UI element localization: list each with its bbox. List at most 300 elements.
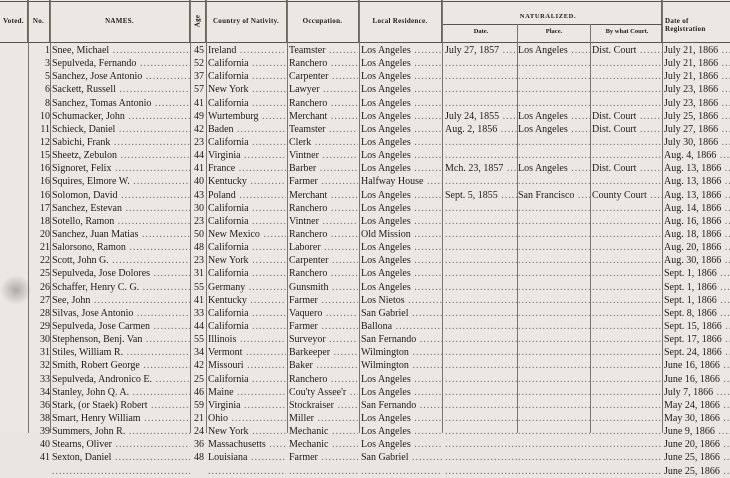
header-no [28, 0, 50, 42]
cell-residence: Los Angeles ..... [361, 149, 442, 162]
cell-name: Sotello, Ramon ..... [52, 215, 190, 228]
cell-name: Sackett, Russell ..... [52, 83, 190, 96]
table-row [0, 110, 730, 123]
cell-residence: Los Angeles ..... [361, 425, 442, 438]
cell-registered: July 23, 1866 ..... [664, 97, 730, 110]
cell-country: Kentucky ..... [208, 294, 286, 307]
cell-nat-date [445, 254, 517, 267]
cell-name: Sanchez, Tomas Antonio ..... [52, 97, 190, 110]
cell-nat-court [592, 70, 662, 83]
cell-nat-place [518, 70, 590, 83]
cell-age: 41 [194, 163, 204, 175]
cell-residence: Los Angeles ..... [361, 97, 442, 110]
cell-nat-place [518, 465, 590, 478]
cell-country: California ..... [208, 320, 286, 333]
cell-nat-court: Dist. Court ..... [592, 123, 662, 136]
table-row [0, 465, 730, 478]
cell-residence: Los Angeles ..... [361, 189, 442, 202]
cell-nat-date [445, 333, 517, 346]
cell-country: California ..... [208, 136, 286, 149]
cell-occupation: Stockraiser ..... [289, 399, 358, 412]
cell-residence: Los Angeles ..... [361, 44, 442, 57]
cell-country: Illinois ..... [208, 333, 286, 346]
cell-residence: Los Angeles ..... [361, 438, 442, 451]
cell-age: 48 [194, 452, 204, 464]
cell-occupation: Carpenter ..... [289, 70, 358, 83]
cell-country: Vermont ..... [208, 346, 286, 359]
cell-country: California ..... [208, 307, 286, 320]
cell-nat-date [445, 70, 517, 83]
cell-nat-date: July 27, 1857 ..... [445, 44, 517, 57]
cell-age: 24 [194, 426, 204, 438]
table-row [0, 451, 730, 464]
cell-residence: San Fernando ..... [361, 399, 442, 412]
table-row [0, 162, 730, 175]
cell-nat-court [592, 465, 662, 478]
cell-residence: Los Angeles ..... [361, 110, 442, 123]
cell-nat-court [592, 359, 662, 372]
cell-nat-place [518, 294, 590, 307]
cell-name: Sexton, Daniel ..... [52, 451, 190, 464]
cell-name: Sanchez, Jose Antonio ..... [52, 70, 190, 83]
header-country-label: Country of Nativity. [212, 17, 280, 25]
cell-nat-date: Sept. 5, 1855 ..... [445, 189, 517, 202]
cell-registered: July 27, 1866 ..... [664, 123, 730, 136]
cell-residence: Old Mission ..... [361, 228, 442, 241]
cell-nat-place [518, 399, 590, 412]
cell-occupation: Lawyer ..... [289, 83, 358, 96]
cell-country [208, 465, 286, 478]
cell-registered: July 25, 1866 ..... [664, 110, 730, 123]
cell-nat-place [518, 425, 590, 438]
cell-country: New Mexico ..... [208, 228, 286, 241]
cell-age: 23 [194, 136, 204, 148]
cell-no: 12 [40, 136, 50, 148]
cell-nat-place [518, 386, 590, 399]
cell-nat-place [518, 97, 590, 110]
cell-registered: Sept. 15, 1866 ..... [664, 320, 730, 333]
cell-age: 23 [194, 215, 204, 227]
cell-occupation: Vintner ..... [289, 149, 358, 162]
cell-age: 31 [194, 268, 204, 280]
cell-age: 41 [194, 97, 204, 109]
cell-registered: June 25, 1866 ..... [664, 465, 730, 478]
cell-no: 40 [40, 439, 50, 451]
cell-residence: Los Angeles ..... [361, 281, 442, 294]
table-row [0, 333, 730, 346]
cell-no: 15 [40, 150, 50, 162]
header-no-label: No. [32, 17, 45, 25]
cell-name [52, 465, 190, 478]
cell-no: 39 [40, 426, 50, 438]
cell-no: 6 [45, 84, 50, 96]
header-occupation [287, 0, 359, 42]
cell-nat-place: Los Angeles ..... [518, 44, 590, 57]
table-row [0, 438, 730, 451]
cell-nat-date [445, 294, 517, 307]
cell-occupation: Teamster ..... [289, 44, 358, 57]
cell-nat-date [445, 399, 517, 412]
cell-country: Poland ..... [208, 189, 286, 202]
cell-nat-place [518, 333, 590, 346]
cell-country: Germany ..... [208, 281, 286, 294]
table-row [0, 425, 730, 438]
cell-nat-date [445, 267, 517, 280]
cell-nat-court: Dist. Court ..... [592, 162, 662, 175]
cell-residence: San Fernando ..... [361, 333, 442, 346]
cell-occupation: Farmer ..... [289, 294, 358, 307]
cell-nat-place [518, 307, 590, 320]
cell-nat-court [592, 320, 662, 333]
table-row [0, 294, 730, 307]
cell-occupation: Farmer ..... [289, 451, 358, 464]
cell-nat-place [518, 215, 590, 228]
cell-name: Sanchez, Estevan ..... [52, 202, 190, 215]
table-row [0, 70, 730, 83]
cell-nat-date [445, 228, 517, 241]
cell-country: Massachusetts ..... [208, 438, 286, 451]
table-row [0, 189, 730, 202]
cell-name: Stiles, William R. ..... [52, 346, 190, 359]
cell-country: California ..... [208, 97, 286, 110]
cell-registered: Sept. 17, 1866 ..... [664, 333, 730, 346]
table-row [0, 175, 730, 188]
cell-registered: June 16, 1866 ..... [664, 373, 730, 386]
cell-no: 33 [40, 373, 50, 385]
table-row [0, 83, 730, 96]
table-row [0, 44, 730, 57]
cell-nat-place [518, 57, 590, 70]
header-registration [662, 0, 730, 42]
cell-country: California ..... [208, 215, 286, 228]
cell-nat-date [445, 386, 517, 399]
cell-age: 21 [194, 412, 204, 424]
cell-registered: June 25, 1866 ..... [664, 451, 730, 464]
cell-registered: July 23, 1866 ..... [664, 83, 730, 96]
cell-nat-court [592, 267, 662, 280]
cell-occupation: Ranchero ..... [289, 202, 358, 215]
cell-nat-court [592, 386, 662, 399]
cell-registered: July 21, 1866 ..... [664, 70, 730, 83]
cell-registered: Aug. 18, 1866 ..... [664, 228, 730, 241]
table-row [0, 320, 730, 333]
cell-no: 28 [40, 307, 50, 319]
cell-residence: Los Angeles ..... [361, 386, 442, 399]
cell-age: 44 [194, 320, 204, 332]
cell-occupation: Farmer ..... [289, 320, 358, 333]
cell-occupation: Farmer ..... [289, 175, 358, 188]
cell-nat-court [592, 228, 662, 241]
cell-nat-place [518, 254, 590, 267]
cell-nat-date [445, 57, 517, 70]
cell-registered: June 9, 1866 ..... [664, 425, 730, 438]
cell-registered: Aug. 14, 1866 ..... [664, 202, 730, 215]
cell-name: Squires, Elmore W. ..... [52, 175, 190, 188]
cell-no: 29 [40, 320, 50, 332]
cell-country: California ..... [208, 267, 286, 280]
cell-age: 45 [194, 45, 204, 56]
cell-country: New York ..... [208, 254, 286, 267]
cell-nat-place [518, 267, 590, 280]
cell-registered: Sept. 1, 1866 ..... [664, 294, 730, 307]
cell-occupation: Barber ..... [289, 162, 358, 175]
cell-registered: July 7, 1866 ..... [664, 386, 730, 399]
cell-nat-place [518, 175, 590, 188]
cell-residence: San Gabriel ..... [361, 451, 442, 464]
cell-residence: Wilmington ..... [361, 346, 442, 359]
cell-residence: Halfway House ..... [361, 175, 442, 188]
cell-occupation: Ranchero ..... [289, 267, 358, 280]
cell-name: Sheetz, Zebulon ..... [52, 149, 190, 162]
cell-name: Sepulveda, Andronico E. ..... [52, 373, 190, 386]
cell-residence: Los Angeles ..... [361, 254, 442, 267]
cell-name: Silvas, Jose Antonio ..... [52, 307, 190, 320]
cell-name: See, John ..... [52, 294, 190, 307]
cell-country: Baden ..... [208, 123, 286, 136]
cell-country: Ohio ..... [208, 412, 286, 425]
cell-age: 55 [194, 334, 204, 346]
cell-occupation: Baker ..... [289, 359, 358, 372]
cell-registered: Aug. 20, 1866 ..... [664, 241, 730, 254]
cell-name: Sepulveda, Jose Carmen ..... [52, 320, 190, 333]
register-rows [0, 44, 730, 478]
cell-no: 26 [40, 281, 50, 293]
cell-age: 42 [194, 360, 204, 372]
cell-name: Scott, John G. ..... [52, 254, 190, 267]
header-country [206, 0, 287, 42]
cell-occupation: Merchant ..... [289, 189, 358, 202]
cell-nat-place [518, 228, 590, 241]
cell-residence: Los Angeles ..... [361, 123, 442, 136]
cell-name: Sanchez, Juan Matias ..... [52, 228, 190, 241]
cell-age: 30 [194, 202, 204, 214]
cell-country: Ireland ..... [208, 44, 286, 57]
cell-registered: Sept. 8, 1866 ..... [664, 307, 730, 320]
cell-nat-date [445, 346, 517, 359]
cell-nat-date [445, 373, 517, 386]
cell-nat-place [518, 320, 590, 333]
cell-residence: Los Angeles ..... [361, 241, 442, 254]
cell-nat-place [518, 346, 590, 359]
cell-nat-date [445, 320, 517, 333]
cell-nat-court [592, 281, 662, 294]
cell-age: 55 [194, 281, 204, 293]
header-naturalized-title: NATURALIZED. [519, 13, 577, 20]
cell-nat-court [592, 346, 662, 359]
cell-nat-place: Los Angeles ..... [518, 162, 590, 175]
cell-nat-place [518, 359, 590, 372]
cell-residence: Los Angeles ..... [361, 215, 442, 228]
header-registration-label: Date of Registration [665, 17, 706, 33]
cell-nat-court: County Court ..... [592, 189, 662, 202]
cell-no: 8 [45, 97, 50, 109]
cell-no: 21 [40, 242, 50, 254]
cell-no: 18 [40, 215, 50, 227]
table-row [0, 412, 730, 425]
cell-nat-date: Aug. 2, 1856 ..... [445, 123, 517, 136]
cell-nat-court [592, 307, 662, 320]
cell-nat-date [445, 215, 517, 228]
cell-registered: July 21, 1866 ..... [664, 57, 730, 70]
cell-nat-place [518, 149, 590, 162]
cell-name: Schumacker, John ..... [52, 110, 190, 123]
cell-name: Sepulveda, Fernando ..... [52, 57, 190, 70]
header-names [50, 0, 190, 42]
table-row [0, 57, 730, 70]
cell-country: Maine ..... [208, 386, 286, 399]
cell-no: 31 [40, 347, 50, 359]
cell-no: 30 [40, 334, 50, 346]
cell-registered: Sept. 1, 1866 ..... [664, 281, 730, 294]
cell-residence: Los Angeles ..... [361, 373, 442, 386]
cell-nat-date [445, 175, 517, 188]
cell-age: 40 [194, 176, 204, 188]
cell-nat-court [592, 399, 662, 412]
cell-age: 37 [194, 71, 204, 83]
cell-occupation: Barkeeper ..... [289, 346, 358, 359]
cell-no: 17 [40, 202, 50, 214]
cell-nat-date: Mch. 23, 1857 ..... [445, 162, 517, 175]
cell-nat-place [518, 83, 590, 96]
cell-name: Smith, Robert George ..... [52, 359, 190, 372]
header-naturalized [442, 0, 662, 42]
cell-country: Virginia ..... [208, 149, 286, 162]
header-names-label: NAMES. [105, 17, 134, 25]
naturalized-subrule [442, 24, 662, 25]
cell-occupation: Cou'ty Assee'r ..... [289, 386, 358, 399]
cell-occupation: Vintner ..... [289, 215, 358, 228]
cell-no: 32 [40, 360, 50, 372]
cell-residence: San Gabriel ..... [361, 307, 442, 320]
cell-age: 42 [194, 123, 204, 135]
cell-country: Kentucky ..... [208, 175, 286, 188]
cell-registered: Aug. 13, 1866 ..... [664, 162, 730, 175]
cell-nat-court [592, 215, 662, 228]
cell-registered: Aug. 4, 1866 ..... [664, 149, 730, 162]
cell-residence: Los Angeles ..... [361, 70, 442, 83]
header-age-label: Age [193, 14, 202, 28]
cell-nat-court: Dist. Court ..... [592, 110, 662, 123]
cell-registered: Aug. 16, 1866 ..... [664, 215, 730, 228]
table-row [0, 267, 730, 280]
cell-nat-court [592, 83, 662, 96]
cell-no: 10 [40, 110, 50, 122]
cell-occupation: Mechanic ..... [289, 425, 358, 438]
cell-country: Louisiana ..... [208, 451, 286, 464]
cell-age: 50 [194, 228, 204, 240]
table-row [0, 254, 730, 267]
cell-nat-court [592, 333, 662, 346]
cell-nat-place [518, 412, 590, 425]
cell-registered: May 24, 1866 ..... [664, 399, 730, 412]
cell-occupation: Carpenter ..... [289, 254, 358, 267]
cell-nat-place [518, 451, 590, 464]
cell-age: 57 [194, 84, 204, 96]
cell-occupation: Teamster ..... [289, 123, 358, 136]
cell-occupation: Ranchero ..... [289, 97, 358, 110]
cell-no: 22 [40, 255, 50, 267]
cell-nat-court [592, 294, 662, 307]
cell-no: 5 [45, 71, 50, 83]
cell-registered: Sept. 1, 1866 ..... [664, 267, 730, 280]
cell-nat-place [518, 281, 590, 294]
cell-residence: Los Angeles ..... [361, 162, 442, 175]
cell-name: Stephenson, Benj. Van ..... [52, 333, 190, 346]
cell-registered: Aug. 13, 1866 ..... [664, 189, 730, 202]
cell-residence: Los Angeles ..... [361, 136, 442, 149]
cell-nat-date [445, 412, 517, 425]
cell-registered: June 16, 1866 ..... [664, 359, 730, 372]
cell-age: 43 [194, 189, 204, 201]
cell-name: Snee, Michael ..... [52, 44, 190, 57]
cell-nat-court [592, 175, 662, 188]
cell-no: 25 [40, 268, 50, 280]
header-occupation-label: Occupation. [302, 17, 343, 25]
cell-registered: Aug. 30, 1866 ..... [664, 254, 730, 267]
cell-name: Schaffer, Henry C. G. ..... [52, 281, 190, 294]
cell-no: 11 [40, 123, 50, 135]
cell-no: 16 [40, 163, 50, 175]
cell-age: 25 [194, 373, 204, 385]
cell-no: 3 [45, 58, 50, 70]
cell-nat-place: Los Angeles ..... [518, 123, 590, 136]
cell-registered: July 21, 1866 ..... [664, 44, 730, 57]
cell-residence [361, 465, 442, 478]
cell-name: Stanley, John Q. A. ..... [52, 386, 190, 399]
cell-nat-court [592, 97, 662, 110]
table-row [0, 359, 730, 372]
cell-nat-court [592, 149, 662, 162]
header-nat-place: Place. [545, 28, 563, 35]
cell-residence: Los Angeles ..... [361, 412, 442, 425]
cell-no: 20 [40, 228, 50, 240]
cell-occupation: Surveyor ..... [289, 333, 358, 346]
cell-nat-court [592, 241, 662, 254]
cell-nat-date [445, 425, 517, 438]
header-rule [0, 42, 730, 43]
table-row [0, 346, 730, 359]
cell-nat-place [518, 202, 590, 215]
cell-country: California ..... [208, 70, 286, 83]
cell-no: 16 [40, 176, 50, 188]
cell-nat-court [592, 254, 662, 267]
table-row [0, 307, 730, 320]
cell-age: 41 [194, 294, 204, 306]
cell-occupation: Ranchero ..... [289, 57, 358, 70]
cell-age: 23 [194, 255, 204, 267]
cell-name: Solomon, David ..... [52, 189, 190, 202]
cell-nat-date [445, 241, 517, 254]
cell-nat-date [445, 465, 517, 478]
cell-registered: Sept. 24, 1866 ..... [664, 346, 730, 359]
cell-age: 44 [194, 150, 204, 162]
cell-residence: Wilmington ..... [361, 359, 442, 372]
cell-registered: July 30, 1866 ..... [664, 136, 730, 149]
cell-name: Summers, John R. ..... [52, 425, 190, 438]
table-row [0, 149, 730, 162]
cell-name: Smart, Henry William ..... [52, 412, 190, 425]
cell-name: Stark, (or Staek) Robert ..... [52, 399, 190, 412]
cell-nat-date [445, 281, 517, 294]
cell-no: 41 [40, 452, 50, 464]
cell-nat-date [445, 83, 517, 96]
cell-nat-court [592, 57, 662, 70]
cell-nat-date [445, 97, 517, 110]
top-rule [0, 1, 730, 2]
cell-occupation: Clerk ..... [289, 136, 358, 149]
cell-residence: Los Angeles ..... [361, 83, 442, 96]
cell-age: 59 [194, 399, 204, 411]
